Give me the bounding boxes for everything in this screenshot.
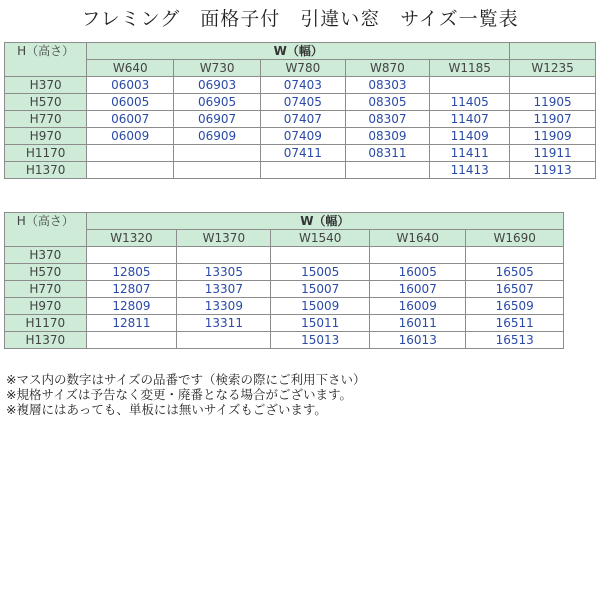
product-code-cell: 11411 [430, 145, 510, 162]
product-code-cell: 16007 [370, 281, 466, 298]
product-code-cell: 13307 [177, 281, 271, 298]
product-code-cell: 16505 [466, 264, 564, 281]
column-header: W640 [87, 60, 174, 77]
column-header: W730 [174, 60, 261, 77]
empty-cell [86, 247, 177, 264]
notes [6, 372, 596, 417]
table-row [5, 315, 564, 332]
product-code-cell: 06007 [87, 111, 174, 128]
empty-cell [261, 162, 346, 179]
table-row [5, 128, 596, 145]
table-row [5, 332, 564, 349]
product-code-cell: 12807 [86, 281, 177, 298]
product-code-cell: 11409 [430, 128, 510, 145]
corner-header: H（高さ） [5, 43, 87, 77]
product-code-cell: 06905 [174, 94, 261, 111]
product-code-cell: 11909 [510, 128, 596, 145]
product-code-cell: 07405 [261, 94, 346, 111]
table-row [5, 162, 596, 179]
empty-cell [87, 162, 174, 179]
empty-cell [466, 247, 564, 264]
row-header: H1370 [5, 332, 87, 349]
product-code-cell: 08305 [345, 94, 430, 111]
table-row [5, 94, 596, 111]
product-code-cell: 06005 [87, 94, 174, 111]
table-row [5, 264, 564, 281]
row-header: H970 [5, 128, 87, 145]
product-code-cell: 16507 [466, 281, 564, 298]
product-code-cell: 11907 [510, 111, 596, 128]
product-code-cell: 12809 [86, 298, 177, 315]
row-header: H1370 [5, 162, 87, 179]
row-header: H370 [5, 247, 87, 264]
product-code-cell: 13311 [177, 315, 271, 332]
product-code-cell: 16511 [466, 315, 564, 332]
product-code-cell: 15005 [271, 264, 370, 281]
column-header: W1540 [271, 230, 370, 247]
product-code-cell: 07407 [261, 111, 346, 128]
product-code-cell: 08309 [345, 128, 430, 145]
product-code-cell: 06003 [87, 77, 174, 94]
product-code-cell: 07411 [261, 145, 346, 162]
product-code-cell: 06009 [87, 128, 174, 145]
product-code-cell: 11911 [510, 145, 596, 162]
empty-cell [86, 332, 177, 349]
product-code-cell: 11905 [510, 94, 596, 111]
column-header: W1640 [370, 230, 466, 247]
column-header: W780 [261, 60, 346, 77]
note-line: ※マス内の数字はサイズの品番です（検索の際にご利用下さい） [6, 372, 366, 387]
product-code-cell: 15007 [271, 281, 370, 298]
size-table-2 [4, 212, 564, 349]
product-code-cell: 13305 [177, 264, 271, 281]
product-code-cell: 11413 [430, 162, 510, 179]
product-code-cell: 12811 [86, 315, 177, 332]
column-header-row [5, 60, 596, 77]
product-code-cell: 16013 [370, 332, 466, 349]
note-line: ※複層にはあっても、単板には無いサイズもございます。 [6, 402, 327, 417]
product-code-cell: 16009 [370, 298, 466, 315]
product-code-cell: 06909 [174, 128, 261, 145]
product-code-cell: 15011 [271, 315, 370, 332]
width-group-header: W（幅） [86, 213, 563, 230]
product-code-cell: 15013 [271, 332, 370, 349]
note-line: ※規格サイズは予告なく変更・廃番となる場合がございます。 [6, 387, 352, 402]
row-header: H970 [5, 298, 87, 315]
empty-cell [174, 145, 261, 162]
column-header: W1185 [430, 60, 510, 77]
product-code-cell: 16513 [466, 332, 564, 349]
row-header: H370 [5, 77, 87, 94]
table-row [5, 281, 564, 298]
table-row [5, 145, 596, 162]
column-header: W1690 [466, 230, 564, 247]
row-header: H1170 [5, 145, 87, 162]
column-header: W1235 [510, 60, 596, 77]
width-group-header: W（幅） [87, 43, 510, 60]
row-header: H1170 [5, 315, 87, 332]
product-code-cell: 07409 [261, 128, 346, 145]
product-code-cell: 08311 [345, 145, 430, 162]
product-code-cell: 08303 [345, 77, 430, 94]
empty-cell [174, 162, 261, 179]
product-code-cell: 15009 [271, 298, 370, 315]
product-code-cell: 16011 [370, 315, 466, 332]
empty-cell [177, 247, 271, 264]
empty-cell [510, 77, 596, 94]
product-code-cell: 06903 [174, 77, 261, 94]
product-code-cell: 06907 [174, 111, 261, 128]
table-row [5, 247, 564, 264]
product-code-cell: 13309 [177, 298, 271, 315]
column-header: W1320 [86, 230, 177, 247]
row-header: H770 [5, 111, 87, 128]
row-header: H770 [5, 281, 87, 298]
table-row [5, 298, 564, 315]
empty-cell [177, 332, 271, 349]
product-code-cell: 16005 [370, 264, 466, 281]
row-header: H570 [5, 94, 87, 111]
empty-cell [430, 77, 510, 94]
page-title: フレミング 面格子付 引違い窓 サイズ一覧表 [81, 8, 519, 30]
row-header: H570 [5, 264, 87, 281]
product-code-cell: 11407 [430, 111, 510, 128]
empty-cell [271, 247, 370, 264]
column-header-row [5, 230, 564, 247]
column-header: W870 [345, 60, 430, 77]
size-table-1 [4, 42, 596, 179]
product-code-cell: 07403 [261, 77, 346, 94]
table-row [5, 77, 596, 94]
product-code-cell: 11913 [510, 162, 596, 179]
corner-header: H（高さ） [5, 213, 87, 247]
empty-cell [370, 247, 466, 264]
table-row [5, 111, 596, 128]
product-code-cell: 12805 [86, 264, 177, 281]
empty-cell [87, 145, 174, 162]
product-code-cell: 08307 [345, 111, 430, 128]
column-header: W1370 [177, 230, 271, 247]
header-spacer [510, 43, 596, 60]
product-code-cell: 11405 [430, 94, 510, 111]
product-code-cell: 16509 [466, 298, 564, 315]
empty-cell [345, 162, 430, 179]
